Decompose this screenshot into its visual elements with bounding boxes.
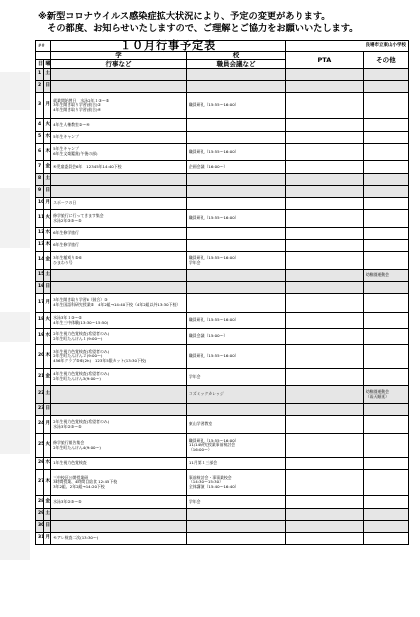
staff-cell	[186, 132, 285, 144]
other-cell	[363, 496, 408, 509]
schedule-row	[36, 81, 409, 93]
event-line: モアレ検査二次(13:30～)	[53, 535, 99, 541]
staff-cell	[186, 210, 285, 228]
staff-cell	[186, 161, 285, 174]
other-cell	[363, 386, 408, 404]
pta-cell	[286, 329, 364, 345]
header-blank	[36, 52, 51, 60]
staff-cell	[186, 93, 285, 119]
pta-cell	[286, 93, 364, 119]
weekday: 火	[43, 434, 51, 458]
pta-cell	[286, 132, 364, 144]
other-cell	[363, 294, 408, 313]
header-day: 日	[36, 60, 44, 69]
events-cell	[51, 521, 187, 533]
weekday: 木	[43, 345, 51, 369]
pta-cell	[286, 174, 364, 186]
schedule-row	[36, 369, 409, 386]
other-cell	[363, 416, 408, 434]
header-ko: 校	[186, 52, 285, 60]
pta-cell	[286, 282, 364, 294]
staff-cell	[186, 509, 285, 521]
schedule-row	[36, 313, 409, 329]
events-cell	[51, 69, 187, 81]
left-margin-shade-3	[0, 312, 30, 342]
other-cell	[363, 404, 408, 416]
day-number: 16	[36, 282, 44, 294]
staff-line: コズミックカレッジ	[188, 391, 224, 397]
weekday: 日	[43, 186, 51, 198]
events-cell	[51, 294, 187, 313]
weekday: 火	[43, 119, 51, 132]
staff-cell	[186, 369, 285, 386]
schedule-row	[36, 93, 409, 119]
event-line: 2年生町たんけん4(9:00～)	[53, 444, 101, 450]
event-line: 4年生視力色覚検査(希望者のみ)	[53, 371, 110, 377]
events-cell	[51, 174, 187, 186]
day-number: 2	[36, 81, 44, 93]
staff-cell	[186, 533, 285, 545]
schedule-row	[36, 509, 409, 521]
event-line: 2年生町たんけん１(9:00～)	[53, 335, 103, 341]
other-cell	[363, 458, 408, 470]
pta-cell	[286, 161, 364, 174]
events-cell	[51, 329, 187, 345]
staff-line: （16:00～）	[188, 446, 212, 452]
event-line: 3年生稲刈り⑤⑥	[53, 254, 82, 260]
staff-cell	[186, 282, 285, 294]
event-line: 修学旅行に行ってきます集会	[53, 212, 104, 218]
event-line: 2年生視力色覚検査(希望者のみ)	[53, 330, 110, 336]
left-margin-shade-1	[0, 72, 30, 110]
weekday: 水	[43, 132, 51, 144]
staff-line: 職員研礼（15:55～16:00）	[188, 437, 239, 443]
events-cell	[51, 458, 187, 470]
day-number: 7	[36, 161, 44, 174]
weekday: 水	[43, 458, 51, 470]
staff-line: 企画会議（16:00～）	[188, 163, 228, 169]
event-line: 4年生聞き取り学習(鼓合)④	[53, 106, 101, 112]
day-number: 21	[36, 369, 44, 386]
events-cell	[51, 313, 187, 329]
pta-cell	[286, 470, 364, 496]
pta-cell	[286, 210, 364, 228]
weekday: 土	[43, 386, 51, 404]
weekday: 日	[43, 282, 51, 294]
day-number: 17	[36, 294, 44, 313]
schedule-row	[36, 282, 409, 294]
events-cell	[51, 93, 187, 119]
other-cell	[363, 144, 408, 161]
weekday: 土	[43, 174, 51, 186]
schedule-row	[36, 294, 409, 313]
events-cell	[51, 270, 187, 282]
events-cell	[51, 386, 187, 404]
corner-mark: ##	[36, 41, 51, 52]
other-cell	[363, 132, 408, 144]
header-other: その他	[363, 52, 408, 69]
weekday: 土	[43, 270, 51, 282]
staff-cell	[186, 144, 285, 161]
other-cell	[363, 470, 408, 496]
weekday: 木	[43, 470, 51, 496]
event-line: 3年生聞き取り学習Ⅱ（鼓合）③	[53, 297, 108, 303]
other-cell	[363, 174, 408, 186]
staff-cell	[186, 458, 285, 470]
weekday: 月	[43, 198, 51, 210]
day-number: 23	[36, 404, 44, 416]
day-number: 6	[36, 144, 44, 161]
events-cell	[51, 198, 187, 210]
events-cell	[51, 240, 187, 252]
schedule-row	[36, 416, 409, 434]
other-cell	[363, 228, 408, 240]
header-pta: PTA	[286, 52, 364, 69]
other-cell	[363, 198, 408, 210]
event-line: ④児童委員会6年 12345年14:40下校	[53, 163, 122, 169]
event-line: 水泳3年１③～⑤	[53, 314, 82, 320]
october-schedule-table	[35, 40, 409, 545]
day-number: 30	[36, 521, 44, 533]
weekday: 火	[43, 313, 51, 329]
day-number: 19	[36, 329, 44, 345]
event-line: ひまわり号	[53, 259, 73, 265]
events-cell	[51, 509, 187, 521]
pta-cell	[286, 228, 364, 240]
pta-cell	[286, 144, 364, 161]
covid-notice	[38, 11, 418, 35]
weekday: 水	[43, 329, 51, 345]
day-number: 8	[36, 174, 44, 186]
staff-cell	[186, 521, 285, 533]
day-number: 26	[36, 458, 44, 470]
pta-cell	[286, 294, 364, 313]
pta-cell	[286, 345, 364, 369]
other-cell	[363, 161, 408, 174]
staff-cell	[186, 186, 285, 198]
other-cell	[363, 369, 408, 386]
staff-cell	[186, 470, 285, 496]
events-cell	[51, 470, 187, 496]
events-cell	[51, 210, 187, 228]
weekday: 土	[43, 69, 51, 81]
event-line: 6年生修学旅行	[53, 230, 79, 236]
schedule-title: １０月行事予定表	[51, 41, 286, 52]
other-cell	[363, 509, 408, 521]
staff-cell	[186, 240, 285, 252]
title-row	[36, 41, 409, 52]
other-cell	[363, 69, 408, 81]
staff-line: 職員研礼（15:55～16:00）	[188, 353, 239, 359]
event-line: 修学旅行報告集会	[53, 439, 85, 445]
other-cell	[363, 210, 408, 228]
weekday: 金	[43, 161, 51, 174]
schedule-row	[36, 386, 409, 404]
events-cell	[51, 119, 187, 132]
weekday: 木	[43, 144, 51, 161]
other-cell	[363, 252, 408, 270]
schedule-row	[36, 458, 409, 470]
events-cell	[51, 81, 187, 93]
event-line: 3年2組、2年2組→14:20下校	[53, 483, 105, 489]
staff-cell	[186, 345, 285, 369]
schedule-row	[36, 161, 409, 174]
pta-cell	[286, 119, 364, 132]
schedule-row	[36, 69, 409, 81]
pta-cell	[286, 270, 364, 282]
day-number: 4	[36, 119, 44, 132]
event-line: 6年生修学旅行	[53, 242, 79, 248]
other-cell	[363, 329, 408, 345]
events-cell	[51, 186, 187, 198]
day-number: 29	[36, 509, 44, 521]
pta-cell	[286, 198, 364, 210]
schedule-row	[36, 174, 409, 186]
schedule-row	[36, 533, 409, 545]
pta-cell	[286, 186, 364, 198]
day-number: 5	[36, 132, 44, 144]
pta-cell	[286, 533, 364, 545]
event-line: 水泳3年②③～⑤	[53, 423, 82, 429]
events-cell	[51, 132, 187, 144]
other-line: （雨天順延）	[365, 393, 390, 399]
pta-cell	[286, 386, 364, 404]
weekday: 木	[43, 240, 51, 252]
other-cell	[363, 93, 408, 119]
left-margin-shade-5	[0, 530, 30, 560]
event-line: 3時間授業、4時間目給食 12:45下校	[53, 479, 118, 485]
weekday: 日	[43, 521, 51, 533]
day-number: 13	[36, 240, 44, 252]
staff-line: 全体講演（15:40～16:40）	[188, 483, 239, 489]
schedule-row	[36, 345, 409, 369]
schedule-row	[36, 240, 409, 252]
schedule-row	[36, 470, 409, 496]
school-name: 良場市立東山小学校	[286, 41, 409, 52]
weekday: 月	[43, 294, 51, 313]
day-number: 11	[36, 210, 44, 228]
event-line: 456年クラブ⑤⑥(2h) 123年5限カット(13:30下校)	[53, 357, 147, 363]
day-number: 18	[36, 313, 44, 329]
event-line: 3年生聞き取り学習(鼓合)②	[53, 102, 101, 108]
staff-line: 職員会議（15:00～）	[188, 333, 228, 339]
pta-cell	[286, 404, 364, 416]
event-line: 6年生文楽鑑賞(午後の部)	[53, 151, 98, 156]
weekday: 月	[43, 93, 51, 119]
header-row-1	[36, 52, 409, 60]
day-number: 20	[36, 345, 44, 369]
staff-line: 東山学習教室	[188, 421, 213, 427]
event-line: スポーツの日	[53, 200, 77, 206]
events-cell	[51, 404, 187, 416]
weekday: 火	[43, 210, 51, 228]
staff-cell	[186, 496, 285, 509]
day-number: 14	[36, 252, 44, 270]
day-number: 1	[36, 69, 44, 81]
staff-line: 職員研礼（15:55～16:00）	[188, 317, 239, 323]
events-cell	[51, 161, 187, 174]
pta-cell	[286, 369, 364, 386]
events-cell	[51, 228, 187, 240]
event-line: 三中校区公開授業研	[53, 474, 89, 480]
staff-cell	[186, 69, 285, 81]
left-margin-shade-2	[0, 188, 30, 248]
weekday: 日	[43, 404, 51, 416]
staff-cell	[186, 416, 285, 434]
event-line: 2年生視力色覚検査(希望者のみ)	[53, 418, 110, 424]
weekday: 土	[43, 509, 51, 521]
schedule-row	[36, 252, 409, 270]
day-number: 24	[36, 416, 44, 434]
notice-line-2: その都度、お知らせいたしますので、ご理解とご協力をお願いいたします。	[38, 23, 359, 34]
event-line: 4年生三中体験(13:30～15:50)	[53, 319, 109, 325]
events-cell	[51, 416, 187, 434]
pta-cell	[286, 69, 364, 81]
events-cell	[51, 252, 187, 270]
staff-line: 11/14研究授業事前検討会	[188, 442, 236, 448]
staff-line: 職員研礼（15:55～16:00）	[188, 148, 239, 154]
staff-cell	[186, 294, 285, 313]
header-staff: 職員会議など	[186, 60, 285, 69]
other-cell	[363, 81, 408, 93]
events-cell	[51, 496, 187, 509]
other-cell	[363, 240, 408, 252]
schedule-row	[36, 210, 409, 228]
schedule-row	[36, 521, 409, 533]
day-number: 12	[36, 228, 44, 240]
header-gakko: 学	[51, 52, 187, 60]
header-weekday: 曜	[43, 60, 51, 69]
staff-cell	[186, 119, 285, 132]
schedule-row	[36, 329, 409, 345]
event-line: 2年生町たんけん２(9:00～)	[53, 353, 103, 359]
event-line: 5年生キャンプ	[53, 134, 79, 140]
staff-line: 学年会	[188, 373, 201, 379]
staff-cell	[186, 81, 285, 93]
event-line: 3年生視力色覚検査(希望者のみ)	[53, 348, 110, 354]
day-number: 27	[36, 470, 44, 496]
event-line: 就業開始曾日 水泳2年１③～⑤	[53, 97, 110, 103]
weekday: 水	[43, 228, 51, 240]
notice-line-1: ※新型コロナウイルス感染症拡大状況により、予定の変更があります。	[38, 11, 331, 22]
event-line: 1年生視力色覚検査	[53, 460, 87, 466]
pta-cell	[286, 252, 364, 270]
staff-line: 学年会	[188, 259, 201, 265]
weekday: 金	[43, 496, 51, 509]
pta-cell	[286, 81, 364, 93]
day-number: 10	[36, 198, 44, 210]
weekday: 金	[43, 369, 51, 386]
staff-cell	[186, 252, 285, 270]
other-line: 幼稚園運動会	[365, 388, 390, 394]
weekday: 日	[43, 81, 51, 93]
schedule-row	[36, 186, 409, 198]
schedule-row	[36, 404, 409, 416]
left-margin-shade-4	[0, 420, 30, 454]
schedule-row	[36, 270, 409, 282]
other-cell	[363, 533, 408, 545]
other-cell	[363, 270, 408, 282]
weekday: 金	[43, 252, 51, 270]
other-cell	[363, 521, 408, 533]
other-cell	[363, 119, 408, 132]
schedule-row	[36, 132, 409, 144]
event-line: 水泳2年③③～⑤	[53, 217, 82, 223]
day-number: 9	[36, 186, 44, 198]
events-cell	[51, 434, 187, 458]
schedule-row	[36, 228, 409, 240]
schedule-row	[36, 119, 409, 132]
event-line: 4年生人権教室②～④	[53, 121, 90, 127]
staff-cell	[186, 198, 285, 210]
other-cell	[363, 345, 408, 369]
pta-cell	[286, 434, 364, 458]
pta-cell	[286, 416, 364, 434]
event-line: 水泳3年②③～⑤	[53, 498, 82, 504]
weekday: 月	[43, 416, 51, 434]
day-number: 15	[36, 270, 44, 282]
staff-cell	[186, 404, 285, 416]
staff-line: 事前検討会・事事業校会	[188, 474, 232, 480]
day-number: 28	[36, 496, 44, 509]
day-number: 31	[36, 533, 44, 545]
staff-cell	[186, 329, 285, 345]
other-line: 幼稚園運動会	[365, 272, 390, 278]
day-number: 25	[36, 434, 44, 458]
staff-cell	[186, 228, 285, 240]
event-line: 4年生国語科研究授業⑤ 4年2組→14:40下校（4年2組以外13:30下校）	[53, 302, 181, 307]
staff-line: 学年会	[188, 498, 201, 504]
staff-cell	[186, 174, 285, 186]
pta-cell	[286, 240, 364, 252]
schedule-row	[36, 434, 409, 458]
pta-cell	[286, 496, 364, 509]
pta-cell	[286, 458, 364, 470]
schedule-row	[36, 496, 409, 509]
event-line: 2年生町たんけん3(9:00～)	[53, 376, 101, 381]
events-cell	[51, 369, 187, 386]
staff-line: 職員研礼（15:55～16:00）	[188, 254, 239, 260]
events-cell	[51, 345, 187, 369]
staff-cell	[186, 313, 285, 329]
event-line: 5年生キャンプ	[53, 146, 79, 152]
events-cell	[51, 282, 187, 294]
schedule-row	[36, 198, 409, 210]
events-cell	[51, 533, 187, 545]
staff-line: 11月第１三部会	[188, 460, 218, 466]
pta-cell	[286, 521, 364, 533]
other-cell	[363, 434, 408, 458]
header-events: 行事など	[51, 60, 187, 69]
staff-line: （14:30～15:30）	[188, 479, 224, 485]
day-number: 22	[36, 386, 44, 404]
other-cell	[363, 282, 408, 294]
other-cell	[363, 313, 408, 329]
events-cell	[51, 144, 187, 161]
staff-line: 職員研礼（15:55～16:00）	[188, 102, 239, 108]
pta-cell	[286, 313, 364, 329]
day-number: 3	[36, 93, 44, 119]
pta-cell	[286, 509, 364, 521]
staff-cell	[186, 386, 285, 404]
schedule-row	[36, 144, 409, 161]
other-cell	[363, 186, 408, 198]
staff-cell	[186, 434, 285, 458]
weekday: 月	[43, 533, 51, 545]
staff-cell	[186, 270, 285, 282]
staff-line: 職員研礼（15:55～16:00）	[188, 215, 239, 221]
